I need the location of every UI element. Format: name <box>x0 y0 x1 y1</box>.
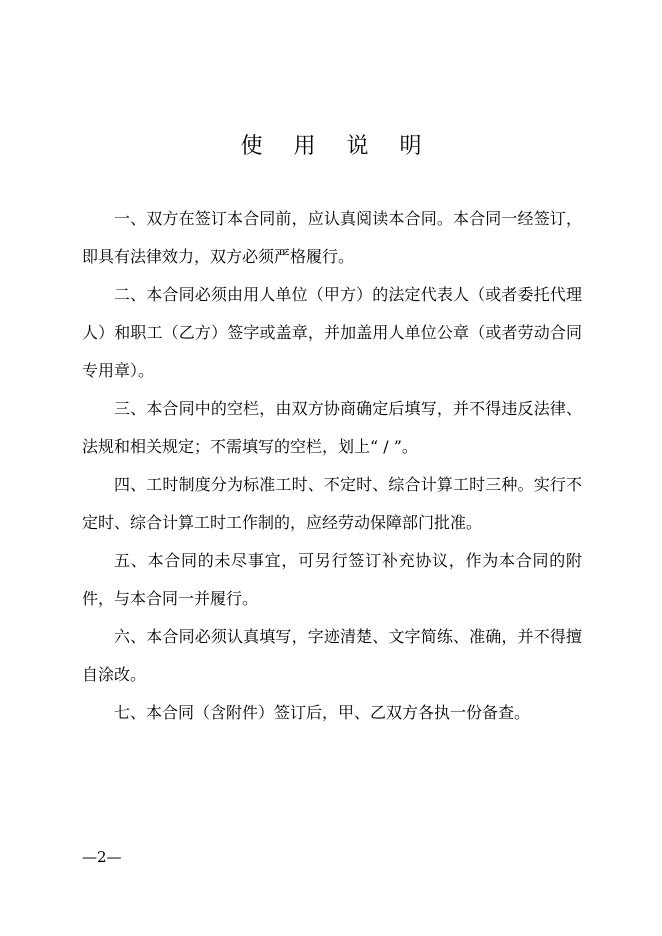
instruction-paragraph-5: 五、本合同的未尽事宜，可另行签订补充协议，作为本合同的附件，与本合同一并履行。 <box>82 551 582 608</box>
page-title: 使 用 说 明 <box>240 134 434 159</box>
instruction-paragraph-1: 一、双方在签订本合同前，应认真阅读本合同。本合同一经签订，即具有法律效力，双方必须严格履行。 <box>82 209 582 266</box>
instruction-paragraph-7: 七、本合同（含附件）签订后，甲、乙双方各执一份备查。 <box>114 703 531 722</box>
instructions-body <box>82 200 582 732</box>
instruction-paragraph-3: 三、本合同中的空栏，由双方协商确定后填写，并不得违反法律、法规和相关规定；不需填写的空栏，划上“ / ”。 <box>82 399 582 456</box>
instruction-paragraph-2: 二、本合同必须由用人单位（甲方）的法定代表人（或者委托代理人）和职工（乙方）签字或盖章，并加盖用人单位公章（或者劳动合同专用章）。 <box>82 285 582 380</box>
instruction-paragraph-4: 四、工时制度分为标准工时、不定时、综合计算工时三种。实行不定时、综合计算工时工作制的，应经劳动保障部门批准。 <box>82 475 582 532</box>
page-number: —2— <box>82 848 122 866</box>
instruction-paragraph-6: 六、本合同必须认真填写，字迹清楚、文字简练、准确，并不得擅自涂改。 <box>82 627 582 684</box>
